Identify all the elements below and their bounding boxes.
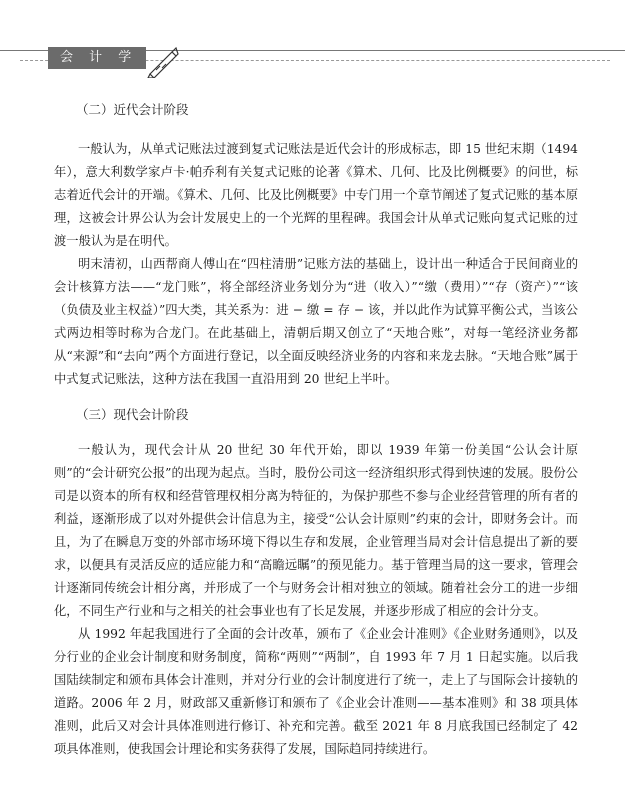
paragraph: 一般认为，从单式记账法过渡到复式记账法是近代会计的形成标志，即 15 世纪末期（1494 年），意大利数学家卢卡·帕乔利有关复式记账的论著《算术、几何、比及比例概要》的问世，标志着近代会计的开端。《算术、几何、比及比例概要》中专门用一个章节阐述了复式记账的基本原理，这被会计界公认为会计发展史上的一个光辉的里程碑。我国会计从单式记账向复式记账的过渡一般认为是在明代。 [54,142,578,248]
page-content [54,100,578,761]
pencil-icon [146,44,180,78]
section-heading-contemporary-era: （三）现代会计阶段 [76,407,189,422]
running-header-title: 会 计 学 [48,47,146,69]
paragraph: 从 1992 年起我国进行了全面的会计改革，颁布了《企业会计准则》《企业财务通则》，以及分行业的企业会计制度和财务制度，简称“两则”“两制”，自 1993 年 7 月 1 日起实施。以后我国陆续制定和颁布具体会计准则，并对分行业的会计制度进行了统一，走上了与国际会计接轨的道路。2006 年 2 月，财政部又重新修订和颁布了《企业会计准则——基本准则》和 38 项具体准则，此后又对会计具体准则进行修订、补充和完善。截至 2021 年 8 月底我国已经制定了 42 项具体准则，使我国会计理论和实务获得了发展，国际趋同持续进行。 [54,627,578,756]
paragraph: 明末清初，山西帮商人傅山在“四柱清册”记账方法的基础上，设计出一种适合于民间商业的会计核算方法——“龙门账”，将全部经济业务划分为“进（收入）”“缴（费用）”“存（资产）”“该（负债及业主权益）”四大类，其关系为：进 − 缴 = 存 − 该，并以此作为试算平衡公式，当该公式两边相等时称为合龙门。在此基础上，清朝后期又创立了“天地合账”，对每一笔经济业务都从“来源”和“去向”两个方面进行登记，以全面反映经济业务的内容和来龙去脉。“天地合账”属于中式复式记账法，这种方法在我国一直沿用到 20 世纪上半叶。 [54,257,578,386]
section-heading-modern-era: （二）近代会计阶段 [76,102,189,117]
paragraph: 一般认为，现代会计从 20 世纪 30 年代开始，即以 1939 年第一份美国“公认会计原则”的“会计研究公报”的出现为起点。当时，股份公司这一经济组织形式得到快速的发展。股份公司是以资本的所有权和经营管理权相分离为特征的，为保护那些不参与企业经营管理的所有者的利益，逐渐形成了以对外提供会计信息为主，接受“公认会计原则”约束的会计，即财务会计。而且，为了在瞬息万变的外部市场环境下得以生存和发展，企业管理当局对会计信息提出了新的要求，以便具有灵活反应的适应能力和“高瞻远瞩”的预见能力。基于管理当局的这一要求，管理会计逐渐同传统会计相分离，并形成了一个与财务会计相对独立的领域。随着社会分工的进一步细化，不同生产行业和与之相关的社会事业也有了长足发展，并逐步形成了相应的会计分支。 [54,443,578,618]
